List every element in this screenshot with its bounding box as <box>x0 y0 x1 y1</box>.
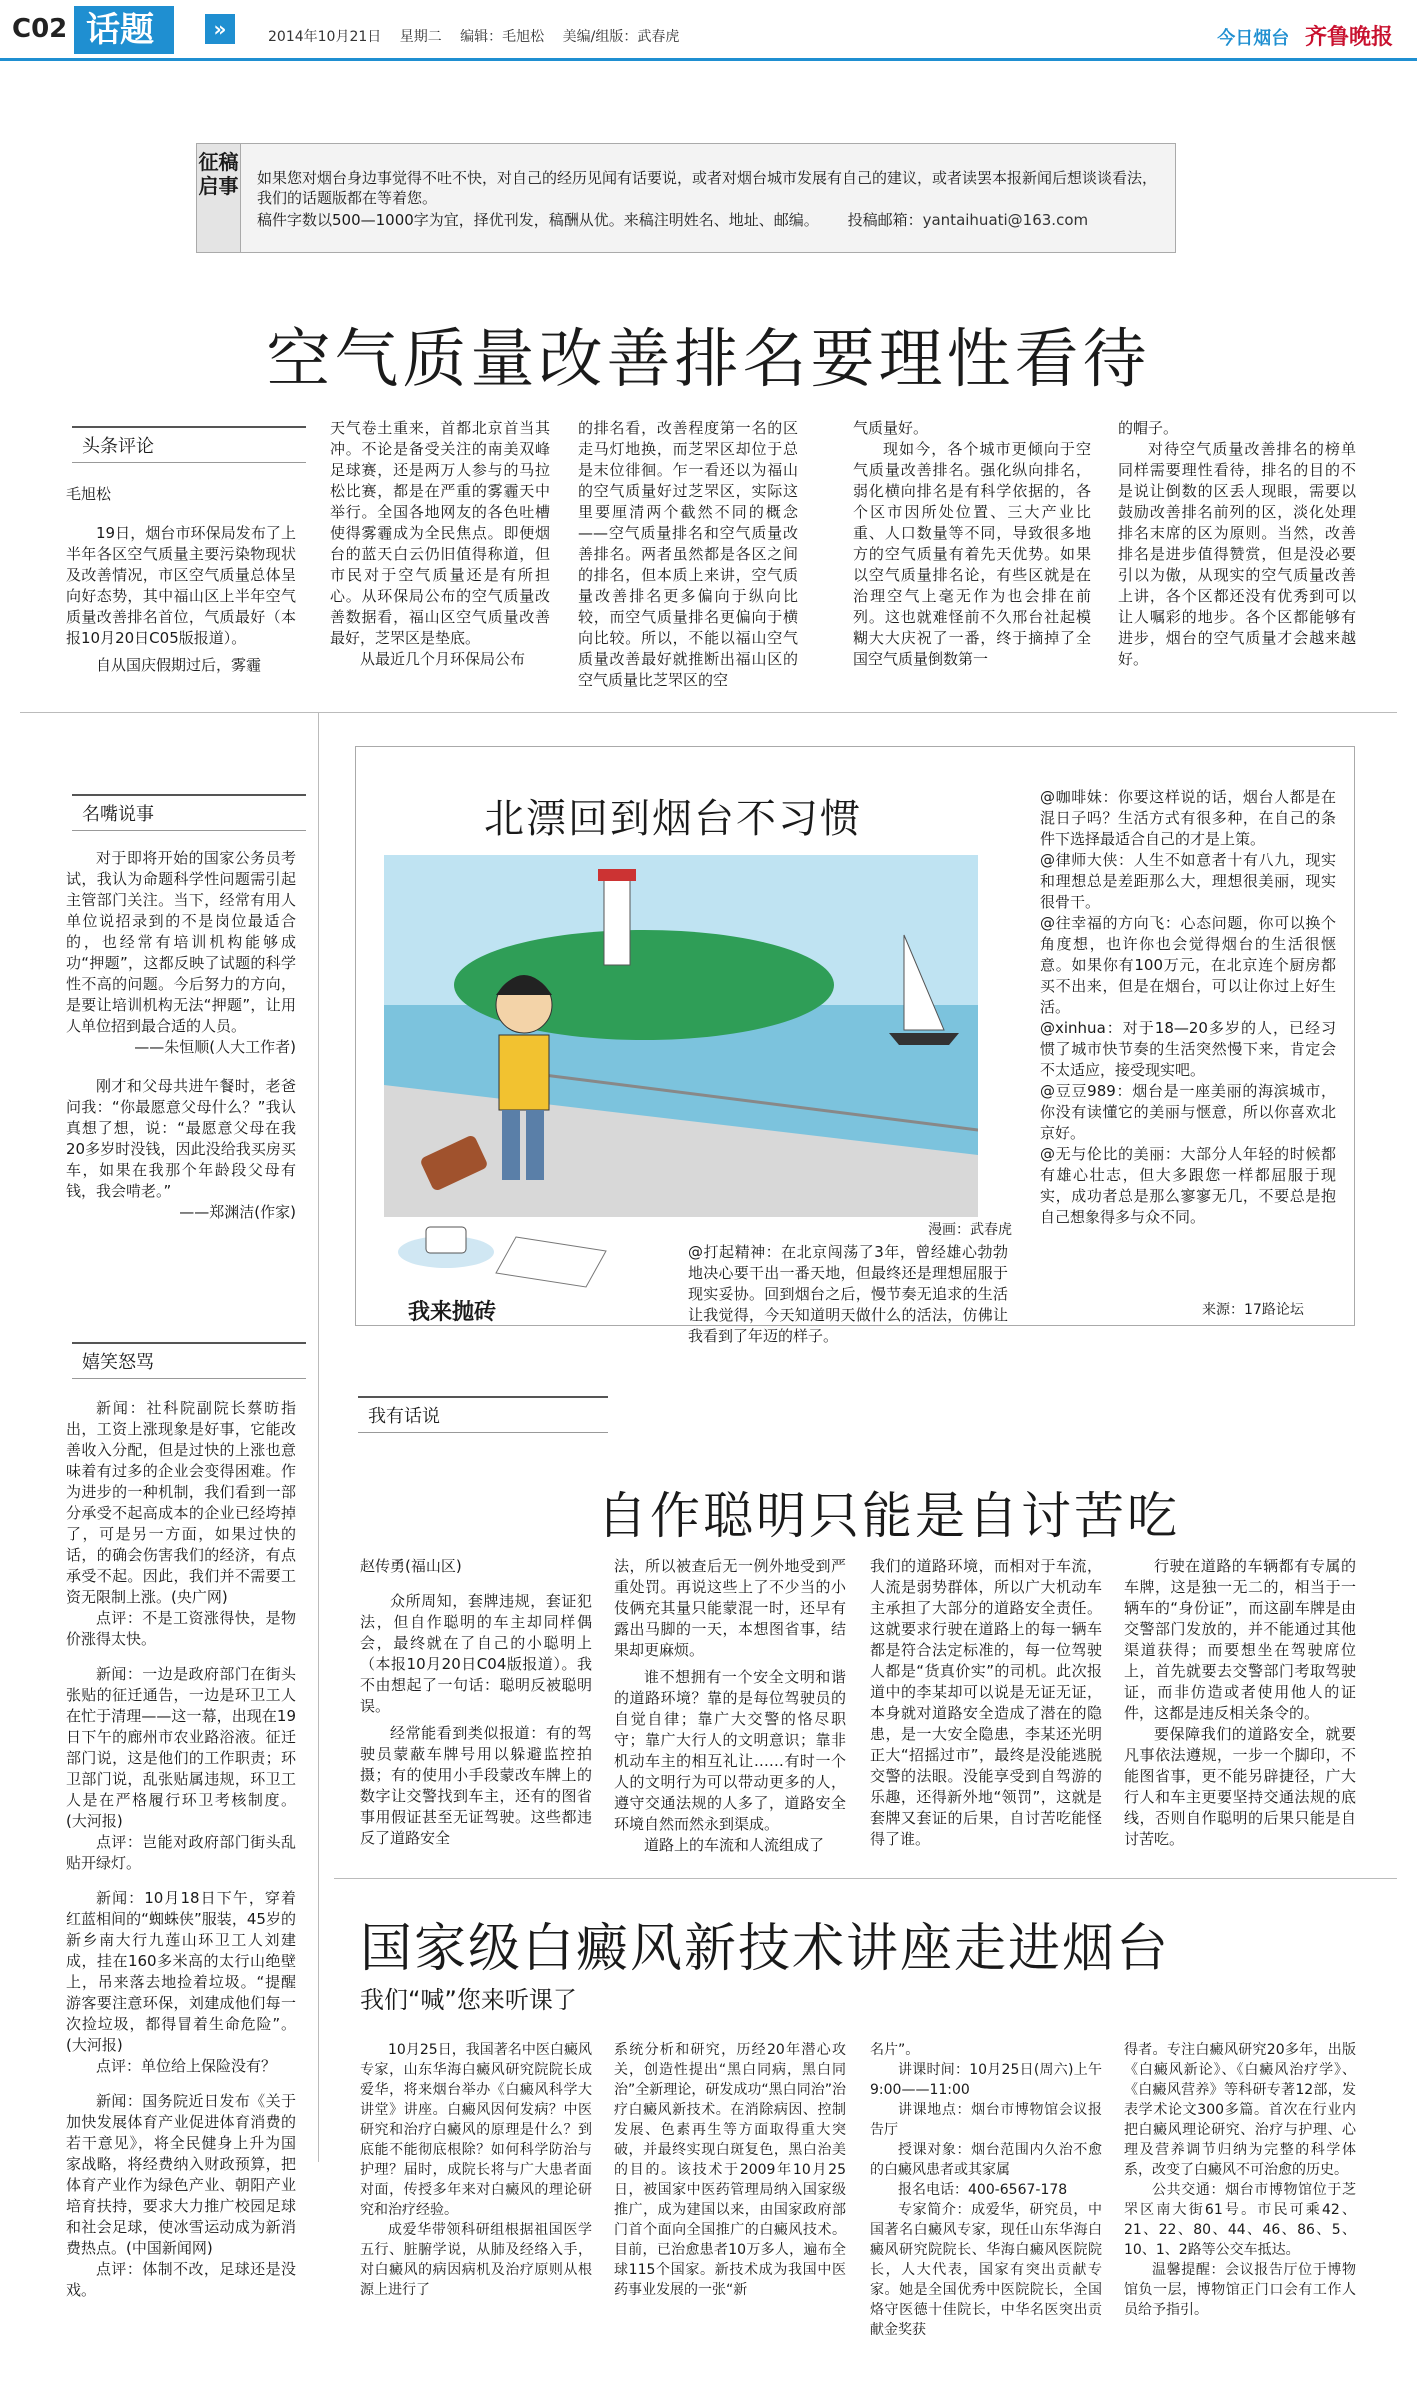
comment-col-4 <box>853 418 1091 670</box>
quote-sign: ——郑渊洁(作家) <box>179 1203 296 1221</box>
cartoon-credit: 漫画：武春虎 <box>928 1222 1012 1238</box>
comment-para: 从最近几个月环保局公布 <box>360 650 526 668</box>
speak-author: 赵传勇(福山区) <box>360 1557 462 1575</box>
quote-para: 刚才和父母共进午餐时，老爸问我：“你最愿意父母什么？”我认真想了想，说：“最愿意父母在我20多岁时没钱，因此没给我买房买车，如果在我那个年龄段父母有钱，我会啃老。” <box>66 1077 296 1200</box>
comment-para: 气质量好。 <box>853 419 929 437</box>
vitiligo-para: 成爱华带领科研组根据祖国医学五行、脏腑学说，从肺及经络入手，对白癜风的病因病机及治疗原则从根源上进行了 <box>360 2222 592 2298</box>
speak-label: 我有话说 <box>358 1396 608 1433</box>
lecture-place: 讲课地点：烟台市博物馆会议报告厅 <box>870 2102 1102 2138</box>
jest-news: 新闻：一边是政府部门在街头张贴的征迁通告，一边是环卫工人在忙于清理——这一幕，出现在19日下午的廊州市农业路浴液。征迁部门说，这是他们的工作职责；环卫部门说，乱张贴属违规，环卫工人是在严格履行环卫考核制度。(大河报) <box>66 1665 296 1830</box>
cartoon-illustration <box>384 855 978 1217</box>
vitiligo-col-2 <box>614 2040 846 2300</box>
vitiligo-headline: 国家级白癜风新技术讲座走进烟台 <box>360 1919 1171 1979</box>
speak-para: 要保障我们的道路安全，就要凡事依法遵规，一步一个脚印，不能图省事，更不能另辟捷径，广大行人和车主更要坚持交通法规的底线，否则自作聪明的后果只能是自讨苦吃。 <box>1124 1725 1356 1848</box>
issue-weekday: 星期二 <box>399 29 442 45</box>
comment-author: 毛旭松 <box>66 485 112 503</box>
jest-news: 新闻：国务院近日发布《关于加快发展体育产业促进体育消费的若干意见》，将全民健身上升为国家战略，将经费纳入财政预算，把体育产业作为绿色产业、朝阳产业培育扶持，要求大力推广校园足球和社会足球，使冰雪运动成为新消费热点。(中国新闻网) <box>66 2092 296 2257</box>
speak-para: 行驶在道路的车辆都有专属的车牌，这是独一无二的，相当于一辆车的“身份证”，而这副车牌是由交警部门发放的，并不能通过其他渠道获得；而要想坐在驾驶席位上，首先就要去交警部门考取驾驶证，而非仿造或者使用他人的证件，这都是违反相关条令的。 <box>1124 1557 1356 1722</box>
comment-col-1 <box>66 484 296 676</box>
divider <box>20 712 1397 713</box>
comment-para: 自从国庆假期过后，雾霾 <box>96 656 262 674</box>
comment-label: 头条评论 <box>72 426 306 463</box>
coffee-cup-icon <box>426 1227 466 1253</box>
cartoon-lead-comment: @打起精神：在北京闯荡了3年，曾经雄心勃勃地决心要干出一番天地，但最终还是理想屈服于现实妥协。回到烟台之后，慢节奏无追求的生活让我觉得，今天知道明天做什么的活法，仿佛让我看到了年迈的样子。 <box>688 1243 1008 1345</box>
speak-para: 道路上的车流和人流组成了 <box>644 1836 825 1854</box>
speak-headline: 自作聪明只能是自讨苦吃 <box>597 1487 1180 1545</box>
masthead <box>1217 20 1393 51</box>
newspaper-icon <box>496 1237 606 1287</box>
email-link[interactable]: yantaihuati@163.com <box>922 211 1089 229</box>
page-number: C02 <box>12 14 68 44</box>
lecture-time: 讲课时间：10月25日(周六)上午9:00——11:00 <box>870 2062 1102 2098</box>
reply: @xinhua：对于18—20多岁的人，已经习惯了城市快节奏的生活突然慢下来，肯定会不太适应，接受现实吧。 <box>1040 1019 1336 1079</box>
man-leg <box>502 1110 520 1180</box>
expert-intro-cont: 得者。专注白癜风研究20多年，出版《白癜风新论》、《白癜风治疗学》、《白癜风营养》等科研专著12部，发表学术论文300多篇。首次在行业内把白癜风理论研究、治疗与护理、心理及营养调节归纳为完整的科学体系，改变了白癜风不可治愈的历史。 <box>1124 2042 1356 2178</box>
comment-col-2 <box>330 418 550 670</box>
divider <box>318 712 319 2162</box>
jest-news: 新闻：10月18日下午，穿着红蓝相间的“蜘蛛侠”服装，45岁的新乡南大行九莲山环卫工人刘建成，挂在160多米高的太行山绝壁上，吊来落去地捡着垃圾。“提醒游客要注意环保，刘建成他们每一次捡垃圾，都得冒着生命危险”。(大河报) <box>66 1889 296 2054</box>
comment-para: 现如今，各个城市更倾向于空气质量改善排名。强化纵向排名，弱化横向排名是有科学依据的，各个区市因所处位置、三大产业比重、人口数量等不同，导致很多地方的空气质量有着先天优势。如果以空气质量排名论，有些区就是在治理空气上毫无作为也会排在前列。这也就难怪前不久邢台社起模糊大大庆祝了一番，终于摘掉了全国空气质量倒数第一 <box>853 440 1091 668</box>
comment-col-3 <box>578 418 798 691</box>
comment-para: 的帽子。 <box>1118 419 1179 437</box>
comment-para: 天气卷土重来，首都北京首当其冲。不论是备受关注的南美双峰足球赛，还是两万人参与的马拉松比赛，都是在严重的雾霾天中举行。全国各地网友的各色吐槽使得雾霾成为全民焦点。即便烟台的蓝天白云仍旧值得称道，但市民对于空气质量还是有所担心。从环保局公布的空气质量改善数据看，福山区空气质量改善最好，芝罘区是垫底。 <box>330 419 550 647</box>
jest-comment: 点评：单位给上保险没有？ <box>96 2057 277 2075</box>
header-rule <box>0 58 1417 61</box>
speak-para: 我们的道路环境，而相对于车流，人流是弱势群体，所以广大机动车主承担了大部分的道路安全责任。这就要求行驶在道路上的每一辆车都是符合法定标准的，每一位驾驶人都是“货真价实”的司机。此次报道中的李某却可以说是无证无证，本身就对道路安全造成了潜在的隐患，是一大安全隐患，李某还光明正大“招摇过市”，最终是没能逃脱交警的法眼。没能享受到自驾游的乐趣，还得新外地“领罚”，这就是套牌又套证的后果，自讨苦吃能怪得了谁。 <box>870 1557 1102 1848</box>
page-header <box>0 0 1417 58</box>
issue-editor: 编辑：毛旭松 <box>460 29 545 45</box>
reply: @往幸福的方向飞：心态问题，你可以换个角度想，也许你也会觉得烟台的生活很惬意。如果你有100万元，在北京连个厨房都买不出来，但是在烟台，可以让你过上好生活。 <box>1040 914 1336 1016</box>
issue-meta <box>268 26 693 46</box>
speak-col-3 <box>870 1556 1102 1850</box>
quote-para: 对于即将开始的国家公务员考试，我认为命题科学性问题需引起主管部门关注。当下，经常有用人单位说招录到的不是岗位最适合的，也经常有培训机构能够成功“押题”，这都反映了试题的科学性不高的问题。今后努力的方向，是要让培训机构无法“押题”，让用人单位招到最合适的人员。 <box>66 849 296 1035</box>
jest-comment: 点评：体制不改，足球还是没戏。 <box>66 2260 296 2299</box>
paper-logo: 齐鲁晚报 <box>1304 24 1393 50</box>
email-label: 投稿邮箱： <box>847 211 923 229</box>
speak-col-2 <box>614 1556 846 1856</box>
cartoon-box <box>355 746 1355 1345</box>
main-headline: 空气质量改善排名要理性看待 <box>266 323 1151 397</box>
bus-info: 公共交通：烟台市博物馆位于芝罘区南大街61号。市民可乘42、21、22、80、44、46、86、5、10、1、2路等公交车抵达。 <box>1124 2182 1356 2258</box>
comment-col-5 <box>1118 418 1356 670</box>
issue-designer: 美编/组版：武春虎 <box>562 29 680 45</box>
jest-comment: 点评：不是工资涨得快，是物价涨得太快。 <box>66 1609 296 1648</box>
reply: @咖啡妹：你要这样说的话，烟台人都是在混日子吗？生活方式有很多种，在自己的条件下选择最适合自己的才是上策。 <box>1040 788 1336 848</box>
speak-para: 众所周知，套牌违规，套证犯法，但自作聪明的车主却同样偶会，最终就在了自己的小聪明上（本报10月20日C04版报道）。我不由想起了一句话：聪明反被聪明误。 <box>360 1592 592 1715</box>
jest-news: 新闻：社科院副院长蔡昉指出，工资上涨现象是好事，它能改善收入分配，但是过快的上涨也意味着有过多的企业会变得困难。作为进步的一种机制，我们看到一部分承受不起高成本的企业已经垮掉了，可是另一方面，如果过快的话，的确会伤害我们的经济，有点承受不起。因此，我们并不需要工资无限制上涨。(央广网) <box>66 1399 296 1606</box>
man-shirt <box>499 1035 549 1110</box>
edition-label: 今日烟台 <box>1217 28 1290 49</box>
cartoon-title: 北漂回到烟台不习惯 <box>484 796 862 842</box>
call-line-1: 如果您对烟台身边事觉得不吐不快，对自己的经历见闻有话要说，或者对烟台城市发展有自己的建议，或者读罢本报新闻后想谈谈看法，我们的话题版都在等着您。 <box>257 169 1158 207</box>
speak-col-4 <box>1124 1556 1356 1850</box>
vitiligo-para: 系统分析和研究，历经20年潜心攻关，创造性提出“黑白同病，黑白同治”全新理论，研发成功“黑白同治”治疗白癜风新技术。在消除病因、控制发展、色素再生等方面取得重大突破，并最终实现白斑复色，黑白治美的目的。该技术于2009年10月25日，被国家中医药管理局纳入国家级推广，成为建国以来，由国家政府部门首个面向全国推广的白癜风技术。目前，已治愈患者10万多人，遍布全球115个国家。新技术成为我国中医药事业发展的一张“新 <box>614 2042 846 2298</box>
divider <box>334 1878 1397 1879</box>
expert-intro: 专家简介：成爱华，研究员，中国著名白癜风专家，现任山东华海白癜风研究院院长、华海白癜风医院院长，人大代表，国家有突出贡献专家。她是全国优秀中医院院长，全国烙守医德十佳院长，中华名医突出贡献金奖获 <box>870 2202 1102 2338</box>
man-leg <box>526 1110 544 1180</box>
vitiligo-col-4 <box>1124 2040 1356 2320</box>
call-for-submissions <box>196 143 1176 253</box>
jest-label: 嬉笑怒骂 <box>72 1342 306 1379</box>
vitiligo-col-3 <box>870 2040 1102 2340</box>
vitiligo-col-1 <box>360 2040 592 2300</box>
lecture-audience: 授课对象：烟台范围内久治不愈的白癜风患者或其家属 <box>870 2142 1102 2178</box>
jest-comment: 点评：岂能对政府部门街头乱贴开绿灯。 <box>66 1833 296 1872</box>
section-title: 话题 <box>74 6 174 54</box>
cartoon-source: 来源：17路论坛 <box>1202 1302 1304 1318</box>
boat-hull <box>889 1033 959 1045</box>
call-tag: 征稿启事 <box>197 144 241 252</box>
vitiligo-para: 10月25日，我国著名中医白癜风专家，山东华海白癜风研究院院长成爱华，将来烟台举办《白癜风科学大讲堂》讲座。白癜风因何发病？中医研究和治疗白癜风的原理是什么？到底能不能彻底根除？如何科学防治与护理？届时，成院长将与广大患者面对面，传授多年来对白癜风的理论研究和治疗经验。 <box>360 2042 592 2218</box>
reply: @无与伦比的美丽：大部分人年轻的时候都有雄心壮志，但大多跟您一样都屈服于现实，成功者总是那么寥寥无几，不要总是抱自己想象得多与众不同。 <box>1040 1145 1336 1226</box>
famous-column <box>66 848 296 1223</box>
venue-tip: 温馨提醒：会议报告厅位于博物馆负一层，博物馆正门口会有工作人员给予指引。 <box>1124 2262 1356 2318</box>
speak-para: 经常能看到类似报道：有的驾驶员蒙蔽车牌号用以躲避监控拍摄；有的使用小手段蒙改车牌上的数字让交警找到车主，还有的图省事用假证甚至无证驾驶。这些都违反了道路安全 <box>360 1724 592 1847</box>
call-requirements: 稿件字数以500—1000字为宜，择优刊发，稿酬从优。来稿注明姓名、地址、邮编。 <box>257 211 819 229</box>
comment-para: 的排名看，改善程度第一名的区走马灯地换，而芝罘区却位于总是末位徘徊。乍一看还以为福山的空气质量好过芝罘区，实际这里要厘清两个截然不同的概念——空气质量排名和空气质量改善排名。两者虽然都是各区之间的排名，但本质上来讲，空气质量改善排名更多偏向于纵向比较，而空气质量排名更偏向于横向比较。所以，不能以福山空气质量改善最好就推断出福山区的空气质量比芝罘区的空 <box>578 419 798 689</box>
section-arrow-icon: » <box>205 14 235 44</box>
issue-date: 2014年10月21日 <box>268 29 382 45</box>
cartoon-replies <box>1040 787 1336 1228</box>
reply: @律师大侠：人生不如意者十有八九，现实和理想总是差距那么大，理想很美丽，现实很骨干。 <box>1040 851 1336 911</box>
lighthouse-top <box>598 869 636 881</box>
lighthouse-icon <box>604 875 630 965</box>
lecture-phone: 报名电话：400-6567-178 <box>898 2182 1068 2198</box>
vitiligo-subtitle: 我们“喊”您来听课了 <box>360 1986 577 2014</box>
reply: @豆豆989：烟台是一座美丽的海滨城市，你没有读懂它的美丽与惬意，所以你喜欢北京好。 <box>1040 1082 1336 1142</box>
comment-para: 19日，烟台市环保局发布了上半年各区空气质量主要污染物现状及改善情况，市区空气质量总体呈向好态势，其中福山区上半年空气质量改善排名首位，气质最好（本报10月20日C05版报道）。 <box>66 524 296 647</box>
brick-illustration <box>386 1217 616 1307</box>
vitiligo-para: 名片”。 <box>870 2042 920 2058</box>
call-body <box>257 168 1157 230</box>
quote-sign: ——朱恒顺(人大工作者) <box>134 1038 296 1056</box>
speak-col-1 <box>360 1556 592 1849</box>
comment-para: 对待空气质量改善排名的榜单同样需要理性看待，排名的目的不是说让倒数的区丢人现眼，需要以鼓励改善排名前列的区，淡化处理排名末席的区为原则。当然，改善排名是进步值得赞赏，但是没必要引以为傲，从现实的空气质量改善上讲，各个区都还没有优秀到可以让人嘱彩的地步。各个区都能够有进步，烟台的空气质量才会越来越好。 <box>1118 440 1356 668</box>
brick-label: 我来抛砖 <box>408 1300 497 1325</box>
speak-para: 法，所以被查后无一例外地受到严重处罚。再说这些上了不少当的小伎俩充其量只能蒙混一时，还早有露出马脚的一天，本想图省事，结果却更麻烦。 <box>614 1557 846 1659</box>
speak-para: 谁不想拥有一个安全文明和谐的道路环境？靠的是每位驾驶员的自觉自律；靠广大交警的恪尽职守；靠广大行人的文明意识；靠非机动车主的相互礼让……有时一个人的文明行为可以带动更多的人，遵守交通法规的人多了，道路安全环境自然而然永到渠成。 <box>614 1668 846 1833</box>
famous-label: 名嘴说事 <box>72 794 306 831</box>
call-line-2 <box>257 210 1157 230</box>
